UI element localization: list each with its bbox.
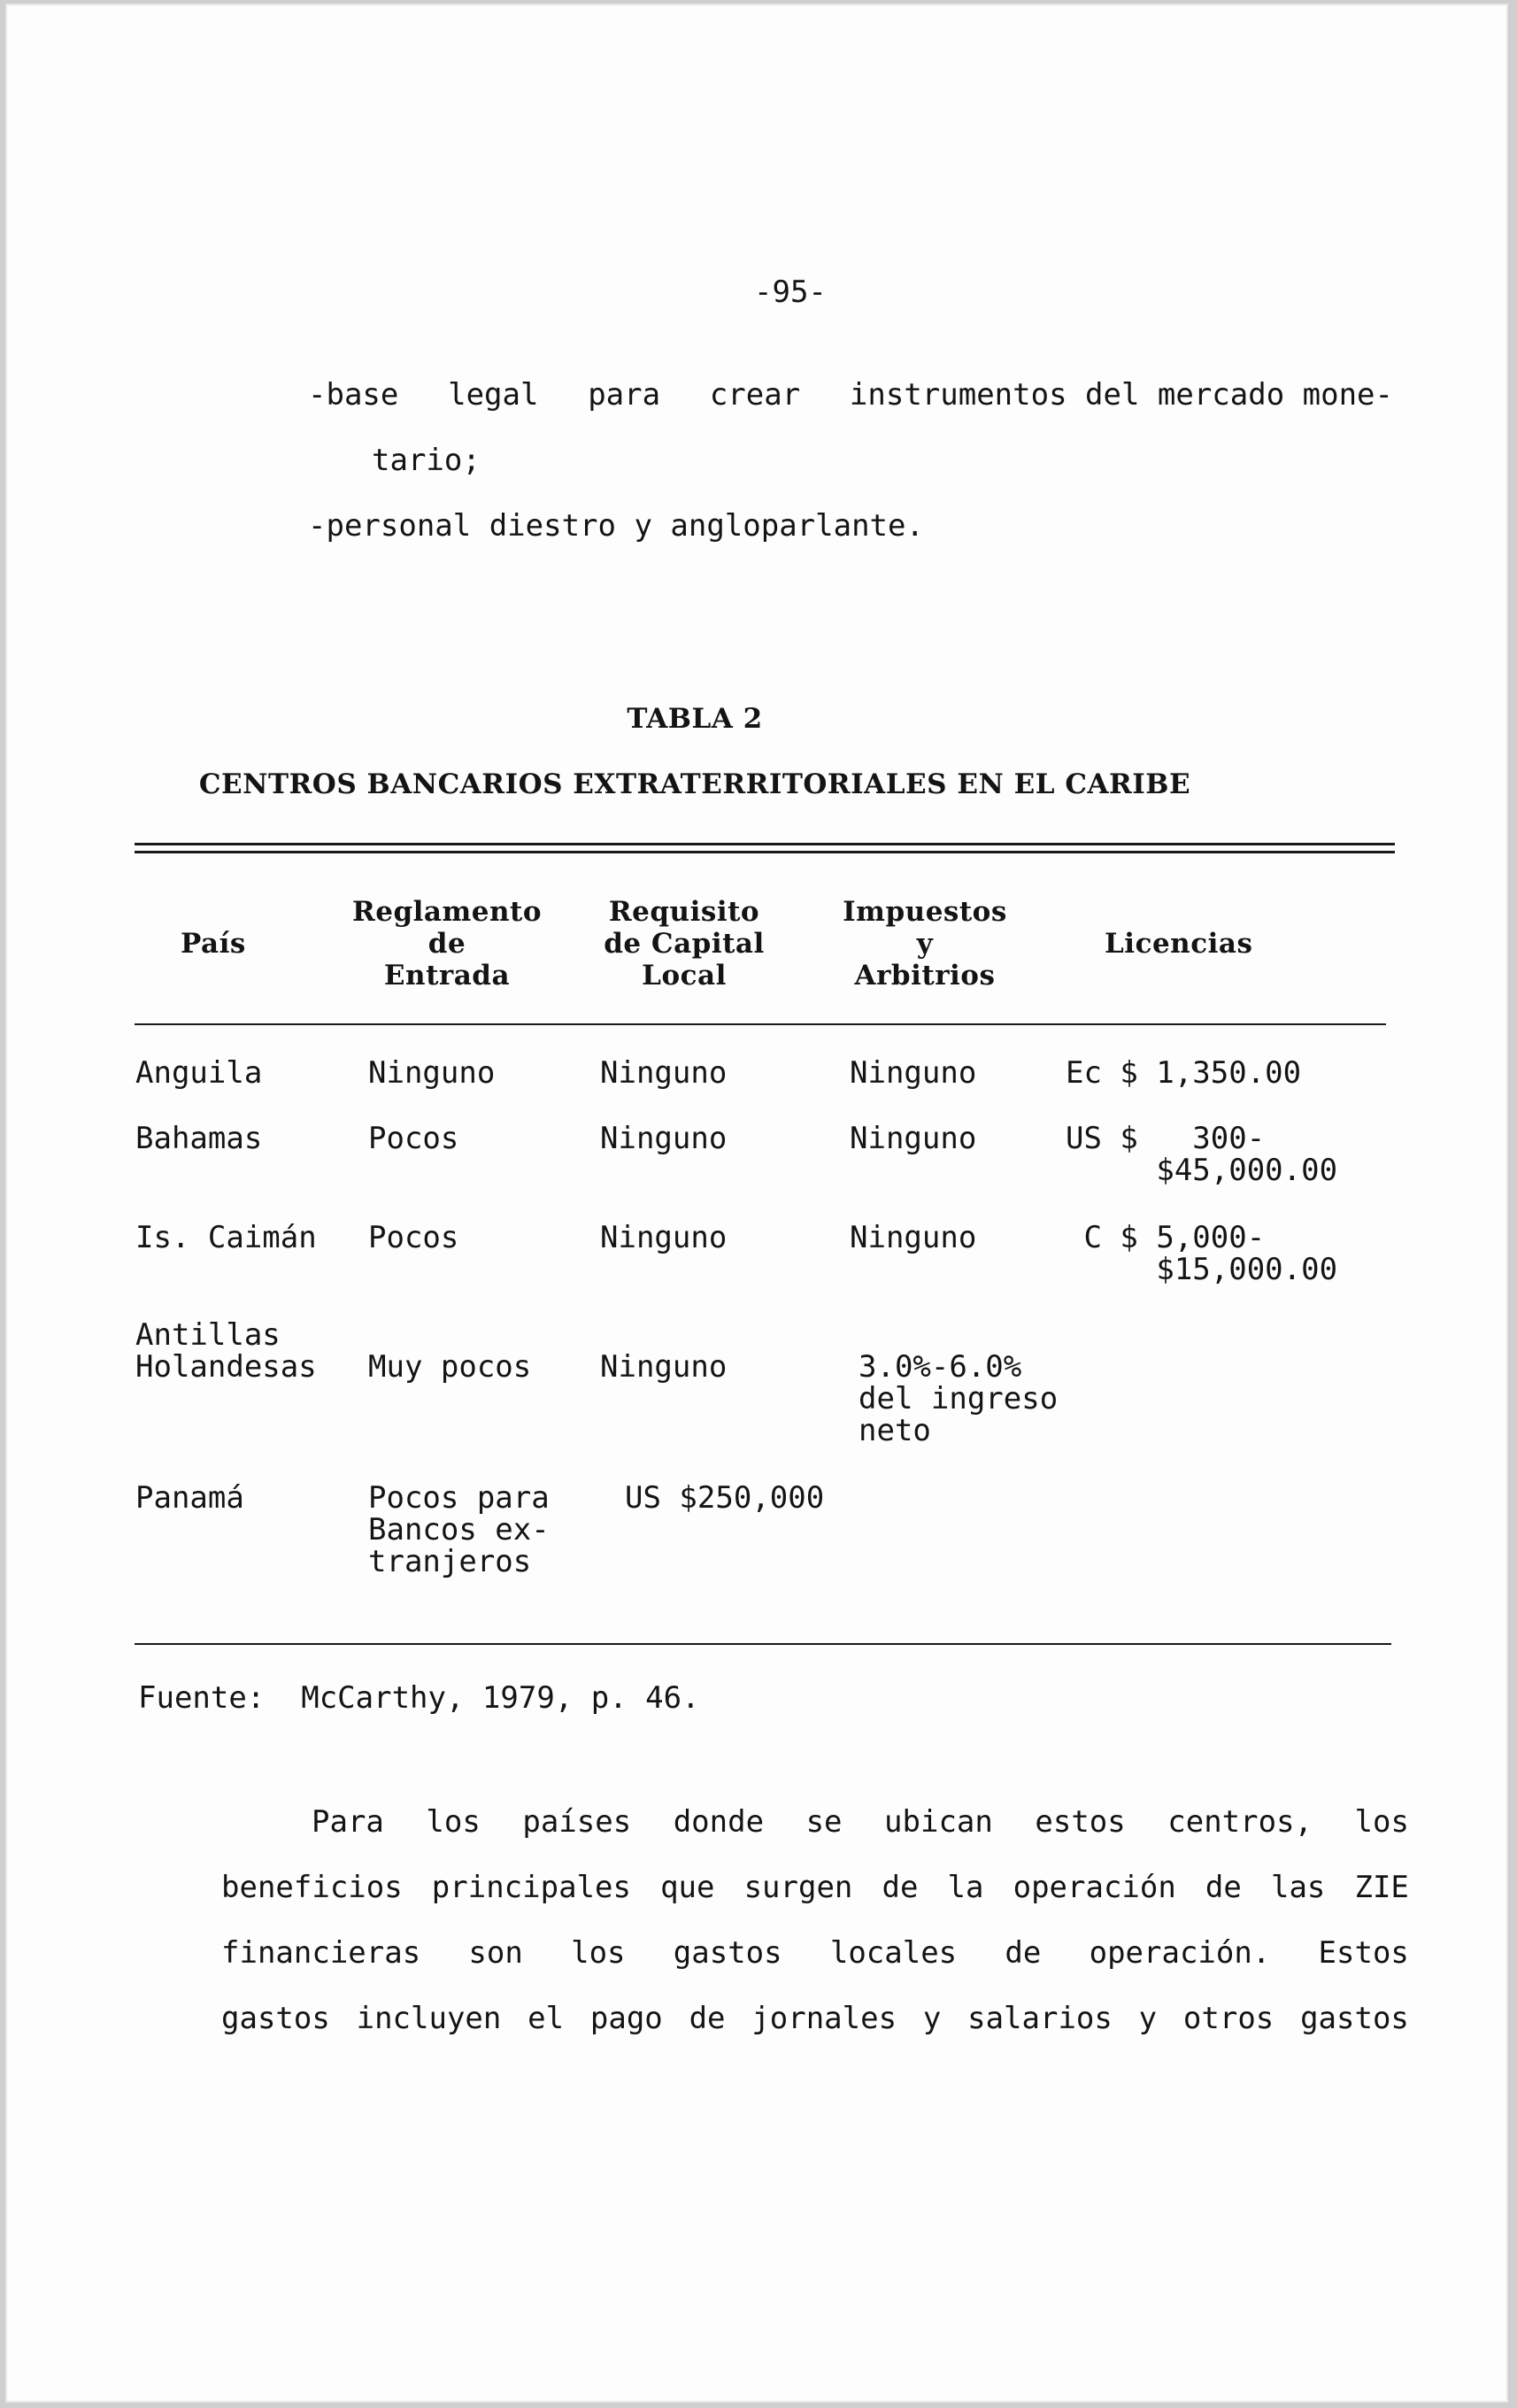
paragraph-word: de <box>1205 1870 1242 1905</box>
intro-word: crear <box>709 377 801 413</box>
paragraph-word: surgen <box>743 1870 853 1905</box>
header-line: Arbitrios <box>854 960 996 992</box>
cell-line: Ninguno <box>600 1121 728 1156</box>
cell-reglamento <box>368 1482 550 1578</box>
cell-requisito <box>600 1123 727 1154</box>
table-row <box>135 1123 262 1154</box>
table-top-rule-1 <box>135 843 1395 845</box>
paragraph-word: ZIE <box>1354 1870 1409 1905</box>
cell-line: Ec $ 1,350.00 <box>1066 1055 1302 1091</box>
paragraph-word: de <box>689 2001 726 2036</box>
intro-word: -base <box>308 377 399 413</box>
paragraph-word: gastos <box>1300 2001 1409 2036</box>
paragraph-word: de <box>882 1870 919 1905</box>
cell-pais: Anguila <box>135 1055 263 1091</box>
paragraph-word: se <box>805 1804 843 1840</box>
cell-reglamento <box>368 1222 458 1254</box>
cell-licencias <box>1066 1222 1337 1285</box>
cell-line: US $250,000 <box>625 1480 825 1516</box>
paragraph-word: y <box>1138 2001 1158 2036</box>
paragraph-word: incluyen <box>356 2001 502 2036</box>
paragraph-word: pago <box>589 2001 663 2036</box>
table-label: TABLA 2 <box>627 703 763 735</box>
paragraph-word: Para <box>312 1804 384 1840</box>
paragraph-word: donde <box>673 1804 765 1840</box>
paragraph-word: centros, <box>1167 1804 1313 1840</box>
header-rule <box>135 1023 1386 1025</box>
cell-requisito <box>600 1057 727 1089</box>
cell-line: neto <box>859 1413 931 1448</box>
cell-impuestos <box>850 1222 976 1254</box>
paragraph-word: el <box>527 2001 565 2036</box>
header-line: y <box>916 928 934 960</box>
cell-requisito <box>600 1351 727 1383</box>
cell-reglamento <box>368 1351 531 1383</box>
cell-line: C $ 5,000- <box>1066 1220 1266 1255</box>
cell-pais: Holandesas <box>135 1349 317 1385</box>
header-reglamento <box>336 896 558 992</box>
paragraph-line-1 <box>312 1806 1409 1838</box>
cell-impuestos <box>859 1351 1058 1447</box>
page-number: -95- <box>754 274 827 310</box>
cell-pais: Is. Caimán <box>135 1220 317 1255</box>
cell-line: Ninguno <box>850 1055 977 1091</box>
header-pais: País <box>181 928 246 960</box>
paragraph-word: Estos <box>1318 1935 1409 1971</box>
cell-line: $15,000.00 <box>1066 1252 1338 1287</box>
paragraph-word: financieras <box>221 1935 421 1971</box>
header-line: de Capital <box>604 928 765 960</box>
intro-word: para <box>588 377 661 413</box>
header-impuestos <box>814 896 1036 992</box>
cell-reglamento <box>368 1057 495 1089</box>
table-top-rule-2 <box>135 851 1395 853</box>
paragraph-word: de <box>1005 1935 1042 1971</box>
paragraph-line-3 <box>221 1937 1409 1969</box>
paragraph-word: son <box>468 1935 523 1971</box>
cell-line: Ninguno <box>600 1220 728 1255</box>
table-row <box>135 1319 317 1383</box>
cell-licencias <box>1066 1123 1337 1186</box>
paragraph-word: operación <box>1013 1870 1176 1905</box>
table-row <box>135 1057 262 1089</box>
table-title: CENTROS BANCARIOS EXTRATERRITORIALES EN EL CARIBE <box>198 768 1191 800</box>
cell-line: 3.0%-6.0% <box>859 1349 1022 1385</box>
intro-word: instrumentos del mercado mone- <box>849 377 1393 413</box>
table-bottom-rule <box>135 1643 1391 1645</box>
paragraph-word: los <box>1354 1804 1409 1840</box>
header-requisito <box>574 896 795 992</box>
paragraph-word: países <box>522 1804 632 1840</box>
header-line: Reglamento <box>351 896 543 928</box>
cell-line: Ninguno <box>600 1055 728 1091</box>
cell-line: tranjeros <box>368 1544 532 1579</box>
table-row <box>135 1482 244 1514</box>
paragraph-line-2 <box>221 1872 1409 1903</box>
cell-line: Pocos para <box>368 1480 550 1516</box>
paragraph-word: ubican <box>884 1804 993 1840</box>
paragraph-word: locales <box>829 1935 958 1971</box>
paragraph-word: principales <box>431 1870 631 1905</box>
header-line: Entrada <box>383 960 511 992</box>
header-line: Requisito <box>608 896 760 928</box>
cell-line: $45,000.00 <box>1066 1153 1338 1188</box>
header-line: Local <box>642 960 727 992</box>
header-licencias: Licencias <box>1105 928 1253 960</box>
cell-line: Pocos <box>368 1220 459 1255</box>
cell-pais: Antillas <box>135 1317 281 1353</box>
paragraph-word: operación. <box>1089 1935 1271 1971</box>
cell-line: US $ 300- <box>1066 1121 1266 1156</box>
paragraph-word: estos <box>1035 1804 1126 1840</box>
intro-line-2: tario; <box>372 443 481 478</box>
cell-impuestos <box>850 1057 976 1089</box>
cell-line: Ninguno <box>850 1121 977 1156</box>
paragraph-word: los <box>426 1804 481 1840</box>
cell-impuestos <box>850 1123 976 1154</box>
paragraph-word: salarios <box>967 2001 1113 2036</box>
intro-line-1 <box>308 379 1393 411</box>
cell-line: Muy pocos <box>368 1349 532 1385</box>
paragraph-word: y <box>922 2001 942 2036</box>
paragraph-word: gastos <box>221 2001 330 2036</box>
paragraph-word: las <box>1270 1870 1326 1905</box>
paragraph-word: gastos <box>673 1935 782 1971</box>
header-line: de <box>427 928 466 960</box>
paragraph-word: beneficios <box>221 1870 403 1905</box>
paragraph-word: los <box>571 1935 626 1971</box>
cell-licencias <box>1066 1057 1301 1089</box>
cell-requisito <box>600 1222 727 1254</box>
table-source: Fuente: McCarthy, 1979, p. 46. <box>138 1680 700 1716</box>
table-row <box>135 1222 317 1254</box>
paragraph-word: que <box>660 1870 715 1905</box>
cell-line: Ninguno <box>600 1349 728 1385</box>
cell-requisito <box>625 1482 824 1514</box>
header-line: Impuestos <box>843 896 1007 928</box>
paragraph-word: otros <box>1182 2001 1274 2036</box>
paragraph-word: jornales <box>751 2001 897 2036</box>
cell-pais: Panamá <box>135 1480 244 1516</box>
paragraph-word: la <box>947 1870 984 1905</box>
cell-line: Bancos ex- <box>368 1512 550 1547</box>
paragraph-line-4 <box>221 2003 1409 2034</box>
cell-line: Ninguno <box>368 1055 496 1091</box>
document-page <box>7 5 1506 2401</box>
intro-line-3: -personal diestro y angloparlante. <box>308 508 924 544</box>
cell-reglamento <box>368 1123 458 1154</box>
cell-line: Ninguno <box>850 1220 977 1255</box>
cell-pais: Bahamas <box>135 1121 263 1156</box>
intro-word: legal <box>448 377 539 413</box>
cell-line: del ingreso <box>859 1381 1059 1416</box>
cell-line: Pocos <box>368 1121 459 1156</box>
